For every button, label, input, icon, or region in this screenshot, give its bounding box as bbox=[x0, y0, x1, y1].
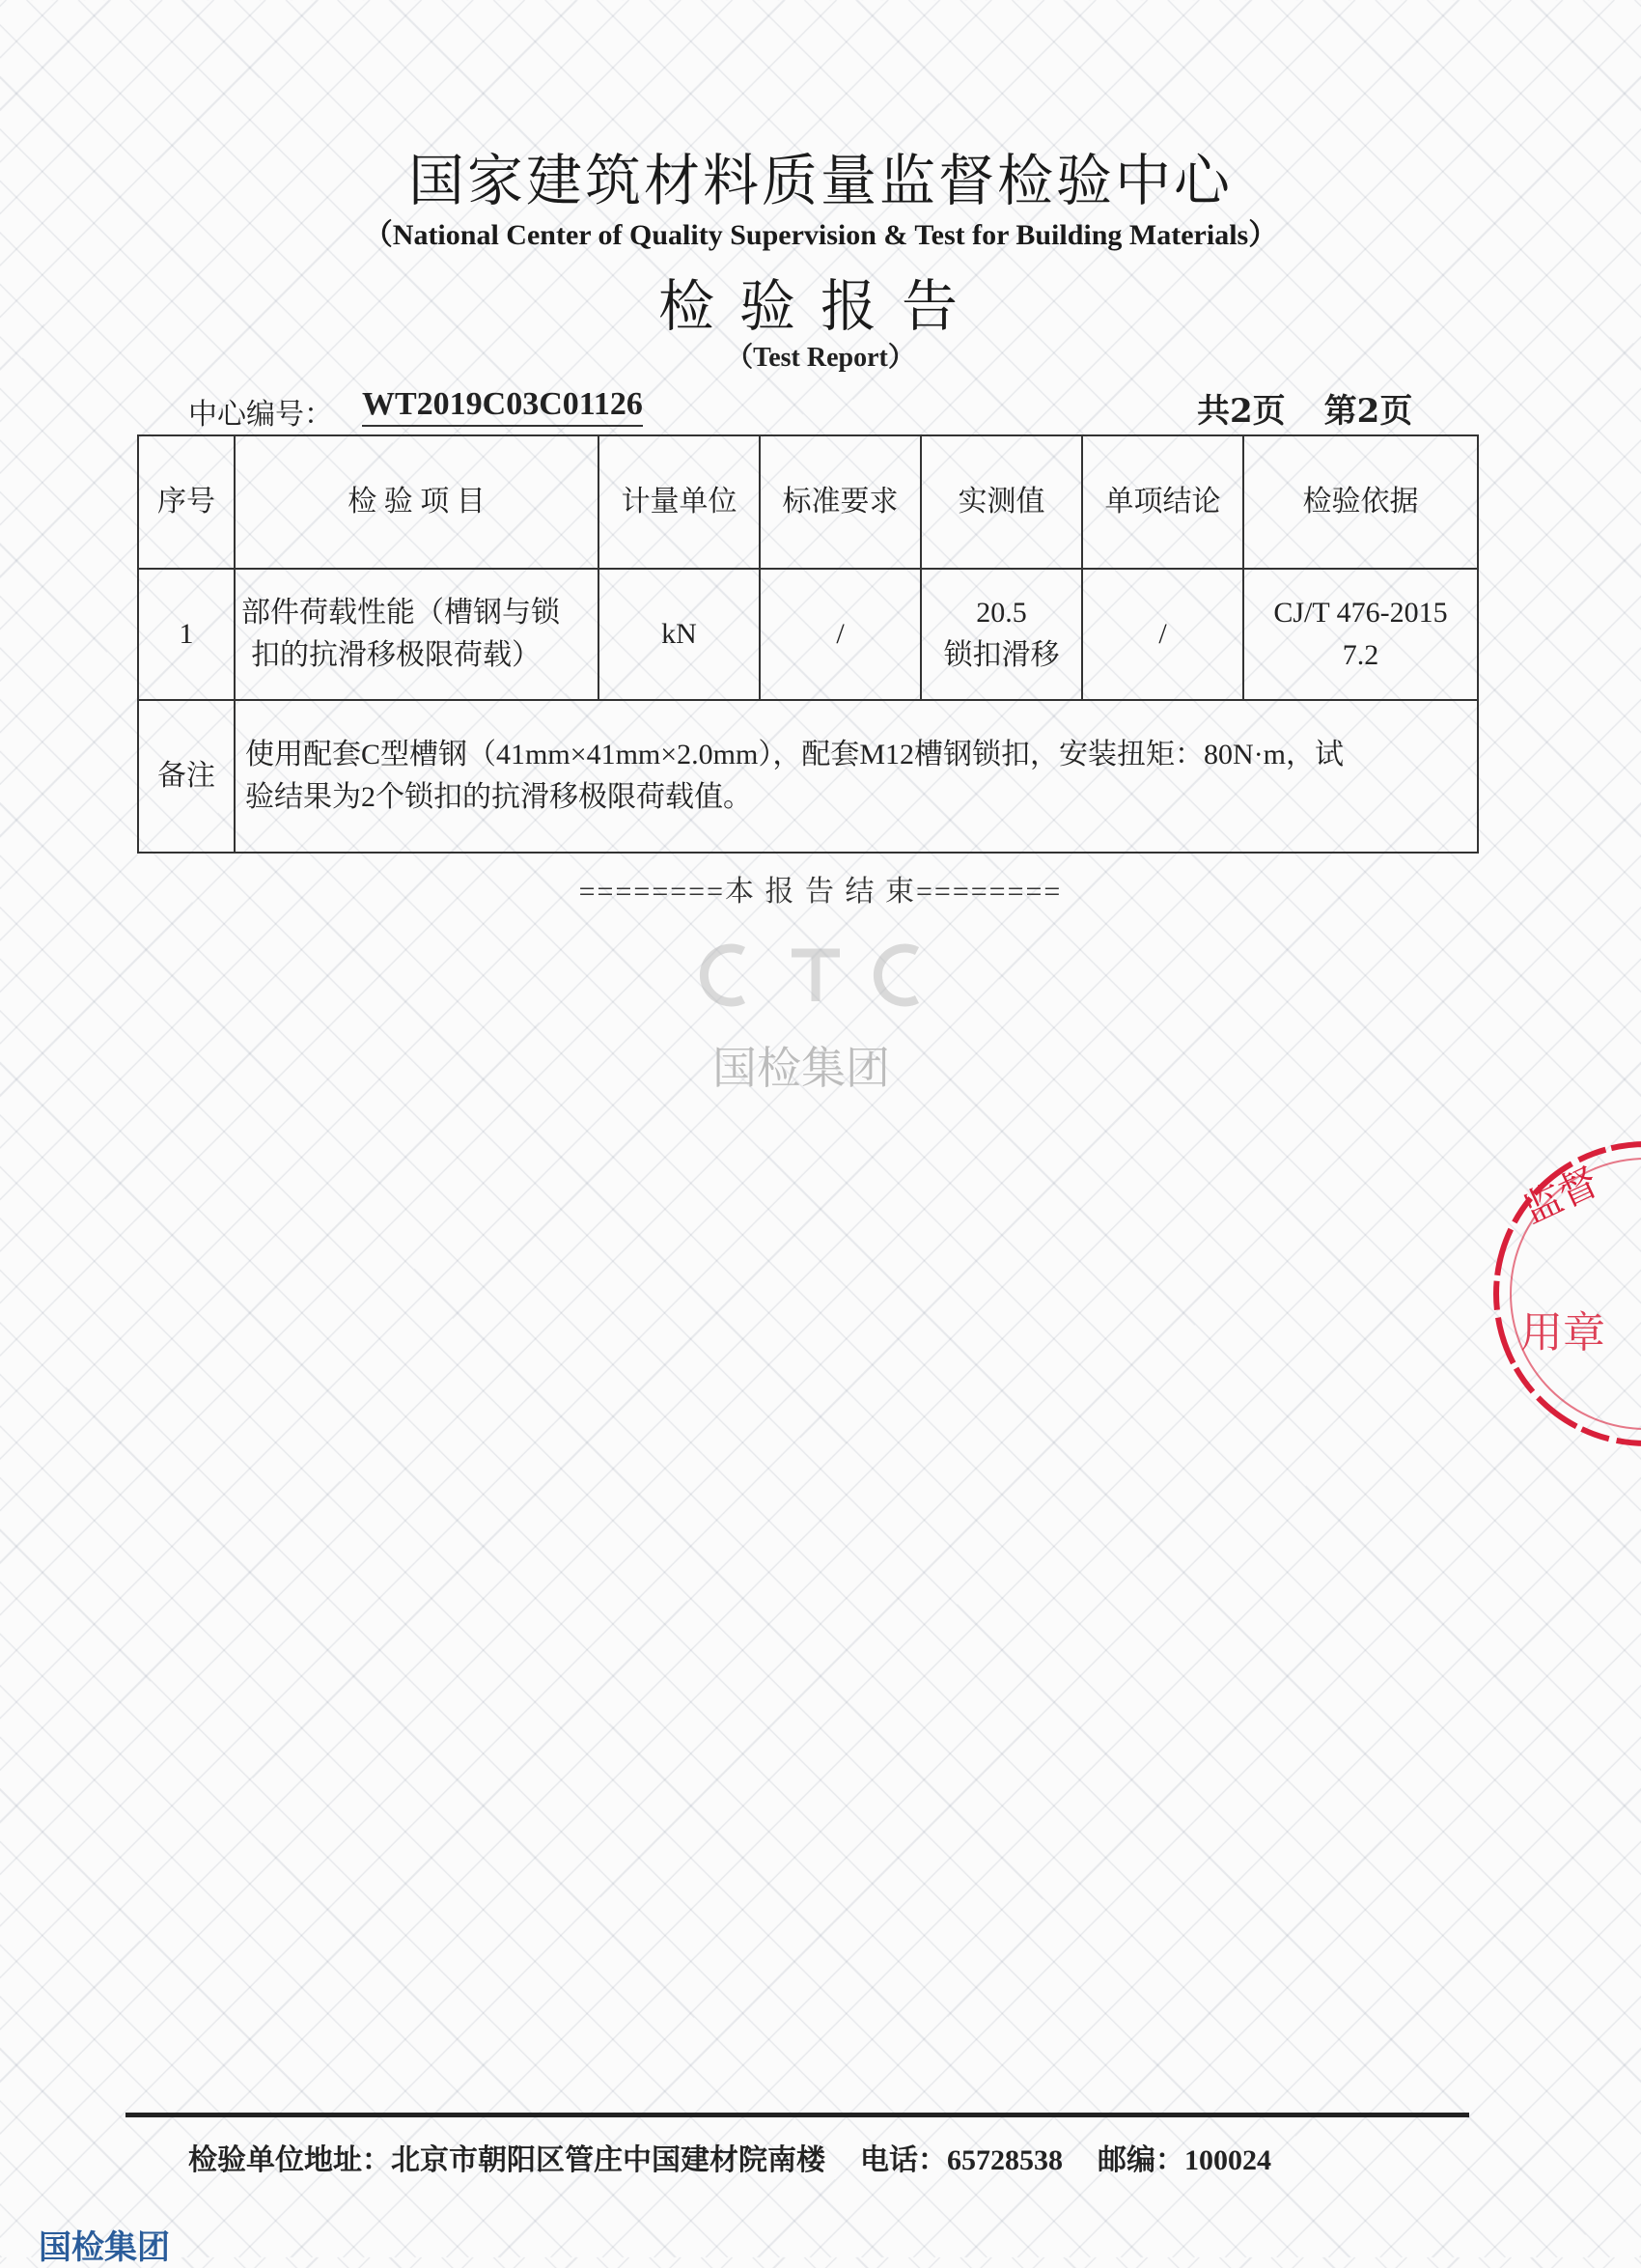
footer-divider bbox=[125, 2113, 1469, 2117]
total-pages: 共2页 bbox=[1197, 392, 1286, 431]
row-basis-clause: 7.2 bbox=[1342, 639, 1379, 671]
row-basis-standard: CJ/T 476-2015 bbox=[1273, 597, 1448, 629]
row-no: 1 bbox=[138, 569, 235, 700]
row-item-line1: 部件荷载性能（槽钢与锁 bbox=[241, 597, 560, 629]
note-line1: 使用配套C型槽钢（41mm×41mm×2.0mm），配套M12槽钢锁扣，安装扭矩：80N·m，试 bbox=[245, 739, 1345, 770]
center-title-english: （National Center of Quality Supervision & Test for Building Materials） bbox=[363, 219, 1278, 251]
page-indicator bbox=[1197, 384, 1451, 432]
header-cell-basis: 检验依据 bbox=[1243, 435, 1478, 569]
note-content bbox=[235, 700, 1478, 853]
center-title-chinese: 国家建筑材料质量监督检验中心 bbox=[407, 148, 1233, 213]
row-unit: kN bbox=[598, 569, 760, 700]
header-cell-measured: 实测值 bbox=[921, 435, 1082, 569]
row-item-line2: 扣的抗滑移极限荷载） bbox=[251, 639, 541, 671]
footer-postcode: 邮编：100024 bbox=[1098, 2144, 1271, 2176]
footer-address: 检验单位地址：北京市朝阳区管庄中国建材院南楼 bbox=[188, 2144, 825, 2176]
report-title-chinese: 检验报告 bbox=[657, 273, 983, 339]
ctc-watermark-logo bbox=[676, 941, 946, 1009]
test-result-table bbox=[137, 434, 1479, 854]
watermark-text: 国检集团 bbox=[712, 1042, 890, 1094]
row-basis bbox=[1243, 569, 1478, 700]
table-row bbox=[138, 569, 1478, 700]
center-number: WT2019C03C01126 bbox=[362, 386, 643, 427]
current-page: 第2页 bbox=[1323, 392, 1413, 431]
header-cell-conclusion: 单项结论 bbox=[1082, 435, 1243, 569]
note-row bbox=[138, 700, 1478, 853]
row-requirement: / bbox=[760, 569, 921, 700]
note-label: 备注 bbox=[138, 700, 235, 853]
row-item bbox=[235, 569, 598, 700]
row-conclusion: / bbox=[1082, 569, 1243, 700]
table-header-row bbox=[138, 435, 1478, 569]
svg-text:监督: 监督 bbox=[1516, 1160, 1605, 1233]
header-cell-unit: 计量单位 bbox=[598, 435, 760, 569]
footer-contact bbox=[188, 2136, 1306, 2178]
center-number-label: 中心编号： bbox=[188, 398, 333, 432]
header-cell-requirement: 标准要求 bbox=[760, 435, 921, 569]
footer-phone: 电话：65728538 bbox=[860, 2144, 1063, 2176]
report-end-mark: ========本 报 告 结 束======== bbox=[578, 876, 1063, 908]
note-line2: 验结果为2个锁扣的抗滑移极限荷载值。 bbox=[245, 781, 752, 813]
report-title-english: （Test Report） bbox=[726, 343, 915, 373]
row-measured-value: 20.5 bbox=[976, 597, 1027, 629]
header-cell-no: 序号 bbox=[138, 435, 235, 569]
inspection-seal-stamp bbox=[1487, 1130, 1641, 1458]
svg-text:用章: 用章 bbox=[1520, 1308, 1605, 1358]
header-cell-item: 检 验 项 目 bbox=[235, 435, 598, 569]
row-measured-mode: 锁扣滑移 bbox=[943, 639, 1060, 671]
row-measured bbox=[921, 569, 1082, 700]
ctc-corner-logo: 国检集团 bbox=[39, 2228, 170, 2267]
